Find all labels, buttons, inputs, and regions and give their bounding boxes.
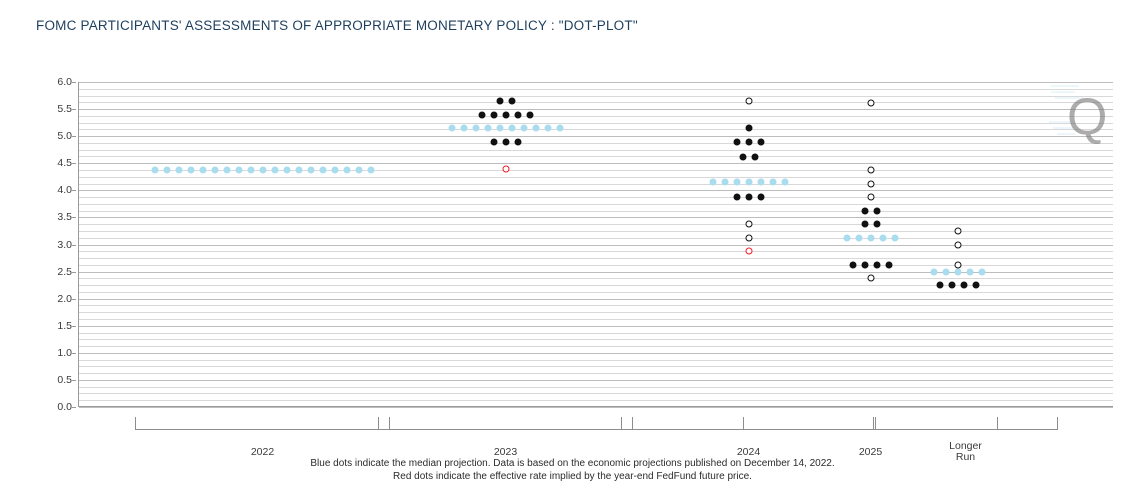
dot-marker — [710, 179, 717, 186]
gridline-minor — [79, 319, 1113, 320]
gridline-minor — [79, 373, 1113, 374]
gridline-minor — [79, 258, 1113, 259]
dot-marker — [497, 125, 504, 132]
dot-marker — [344, 167, 351, 174]
gridline-minor — [79, 333, 1113, 334]
gridline-minor — [79, 339, 1113, 340]
y-axis-tickmark — [72, 245, 76, 246]
dot-marker — [746, 193, 753, 200]
dot-marker — [746, 138, 753, 145]
watermark-q-logo — [1049, 78, 1117, 148]
y-axis-tickmark — [72, 82, 76, 83]
gridline-major — [79, 380, 1113, 381]
dot-marker — [479, 111, 486, 118]
gridline-minor — [79, 224, 1113, 225]
y-axis-tick-label: 4.0 — [57, 184, 72, 197]
x-axis-group-label: 2024 — [736, 446, 761, 458]
dot-marker — [874, 207, 881, 214]
dot-marker — [734, 138, 741, 145]
dot-marker — [527, 111, 534, 118]
dot-marker — [461, 125, 468, 132]
dot-marker — [515, 138, 522, 145]
gridline-minor — [79, 211, 1113, 212]
gridline-major — [79, 163, 1113, 164]
x-axis-group-bracket — [873, 417, 1058, 430]
page-title: FOMC PARTICIPANTS' ASSESSMENTS OF APPROPRIATE MONETARY POLICY : "DOT-PLOT" — [36, 18, 638, 33]
dot-marker — [979, 268, 986, 275]
y-axis-tickmark — [72, 380, 76, 381]
dot-marker — [473, 125, 480, 132]
y-axis-tick-label: 5.5 — [57, 103, 72, 116]
y-axis-tick-label: 0.0 — [57, 401, 72, 413]
dot-marker — [491, 138, 498, 145]
y-axis-tick-label: 3.0 — [57, 238, 72, 251]
x-axis-group-label: Longer Run — [873, 441, 1058, 463]
dot-marker — [746, 125, 753, 132]
dot-marker — [272, 167, 279, 174]
gridline-minor — [79, 150, 1113, 151]
dot-marker — [862, 220, 869, 227]
dot-marker — [758, 138, 765, 145]
gridline-major — [79, 407, 1113, 408]
dot-marker — [937, 282, 944, 289]
dot-marker — [368, 167, 375, 174]
dot-marker — [874, 220, 881, 227]
dot-marker — [955, 268, 962, 275]
gridline-minor — [79, 123, 1113, 124]
dot-marker — [491, 111, 498, 118]
gridline-major — [79, 217, 1113, 218]
gridline-minor — [79, 346, 1113, 347]
dot-marker — [284, 167, 291, 174]
dot-marker — [188, 167, 195, 174]
gridline-minor — [79, 292, 1113, 293]
gridline-minor — [79, 156, 1113, 157]
dot-marker — [176, 167, 183, 174]
dot-marker — [955, 241, 962, 248]
dot-marker — [164, 167, 171, 174]
y-axis-tick-label: 5.0 — [57, 130, 72, 143]
dot-marker — [503, 138, 510, 145]
dot-marker — [746, 97, 753, 104]
x-axis-group-bracket — [378, 417, 633, 430]
dot-marker — [943, 268, 950, 275]
gridline-minor — [79, 177, 1113, 178]
y-axis-tickmark — [72, 272, 76, 273]
dot-marker — [734, 193, 741, 200]
gridline-minor — [79, 96, 1113, 97]
y-axis-tickmark — [72, 326, 76, 327]
dot-marker — [545, 125, 552, 132]
y-axis-labels — [36, 76, 72, 413]
gridline-minor — [79, 238, 1113, 239]
dot-marker — [868, 166, 875, 173]
gridline-major — [79, 326, 1113, 327]
footnote-red: Red dots indicate the effective rate implied by the year-end FedFund future price. — [393, 471, 752, 482]
dot-marker — [782, 179, 789, 186]
gridline-minor — [79, 312, 1113, 313]
y-axis-tick-label: 1.0 — [57, 346, 72, 359]
y-axis-tickmark — [72, 407, 76, 408]
gridline-major — [79, 136, 1113, 137]
dot-marker — [557, 125, 564, 132]
dot-marker — [770, 179, 777, 186]
y-axis-tickmark — [72, 190, 76, 191]
dot-marker — [497, 97, 504, 104]
dot-marker — [880, 235, 887, 242]
dot-marker — [260, 167, 267, 174]
gridline-minor — [79, 170, 1113, 171]
dot-marker — [746, 179, 753, 186]
gridline-minor — [79, 116, 1113, 117]
dot-marker — [152, 167, 159, 174]
dot-marker — [308, 167, 315, 174]
y-axis-tickmark — [72, 163, 76, 164]
y-axis-tick-label: 1.5 — [57, 319, 72, 332]
gridline-major — [79, 190, 1113, 191]
dot-marker — [485, 125, 492, 132]
x-axis-group-label-line2: Run — [955, 451, 976, 463]
gridline-minor — [79, 360, 1113, 361]
y-axis-tick-label: 6.0 — [57, 76, 72, 88]
dot-marker — [752, 153, 759, 160]
dot-marker — [533, 125, 540, 132]
dot-marker — [509, 97, 516, 104]
x-axis-group-label: 2025 — [858, 446, 883, 458]
y-axis-tickmark — [72, 299, 76, 300]
gridline-minor — [79, 102, 1113, 103]
y-axis-tick-label: 3.5 — [57, 211, 72, 224]
dot-marker — [856, 235, 863, 242]
dot-marker — [973, 282, 980, 289]
dot-marker — [868, 180, 875, 187]
dot-marker — [332, 167, 339, 174]
y-axis-tickmark — [72, 109, 76, 110]
dot-marker — [758, 193, 765, 200]
gridline-minor — [79, 305, 1113, 306]
dot-marker — [740, 153, 747, 160]
x-axis-group-label: 2022 — [250, 446, 275, 458]
dot-marker — [515, 111, 522, 118]
dot-marker — [746, 220, 753, 227]
dot-marker — [862, 207, 869, 214]
gridline-minor — [79, 204, 1113, 205]
gridline-minor — [79, 285, 1113, 286]
y-axis-tick-label: 2.5 — [57, 265, 72, 278]
dot-marker — [296, 167, 303, 174]
dot-marker — [967, 268, 974, 275]
dot-marker — [212, 167, 219, 174]
gridline-minor — [79, 366, 1113, 367]
dot-marker — [746, 248, 753, 255]
dot-marker — [521, 125, 528, 132]
gridline-major — [79, 109, 1113, 110]
gridline-minor — [79, 387, 1113, 388]
dot-marker — [509, 125, 516, 132]
dot-marker — [868, 275, 875, 282]
dot-marker — [449, 125, 456, 132]
gridline-minor — [79, 251, 1113, 252]
y-axis-tickmark — [72, 217, 76, 218]
y-axis-tick-label: 4.5 — [57, 157, 72, 170]
dot-marker — [931, 268, 938, 275]
dot-marker — [734, 179, 741, 186]
y-axis-tickmark — [72, 136, 76, 137]
dot-marker — [224, 167, 231, 174]
dot-marker — [961, 282, 968, 289]
plot-area — [78, 82, 1113, 407]
gridline-minor — [79, 278, 1113, 279]
gridline-major — [79, 82, 1113, 83]
dot-marker — [955, 227, 962, 234]
x-axis-group-label: 2023 — [493, 446, 518, 458]
dot-marker — [844, 235, 851, 242]
dot-marker — [722, 179, 729, 186]
dot-marker — [868, 235, 875, 242]
dot-marker — [868, 193, 875, 200]
dot-marker — [758, 179, 765, 186]
gridline-minor — [79, 184, 1113, 185]
dot-marker — [850, 262, 857, 269]
dot-marker — [868, 99, 875, 106]
gridline-minor — [79, 129, 1113, 130]
gridline-minor — [79, 400, 1113, 401]
gridline-major — [79, 353, 1113, 354]
dot-marker — [746, 235, 753, 242]
dot-marker — [503, 165, 510, 172]
y-axis-tick-label: 0.5 — [57, 373, 72, 386]
gridline-minor — [79, 89, 1113, 90]
x-axis-group-bracket — [135, 417, 390, 430]
footnote-median: Blue dots indicate the median projection. Data is based on the economic projections published on December 14, 2022. — [310, 458, 835, 469]
dot-marker — [874, 262, 881, 269]
dot-marker — [236, 167, 243, 174]
dot-marker — [356, 167, 363, 174]
y-axis-tickmark — [72, 353, 76, 354]
y-axis-tick-label: 2.0 — [57, 292, 72, 305]
dot-marker — [886, 262, 893, 269]
gridline-minor — [79, 393, 1113, 394]
dot-marker — [892, 235, 899, 242]
dot-marker — [862, 262, 869, 269]
dot-marker — [949, 282, 956, 289]
dot-marker — [320, 167, 327, 174]
dot-marker — [503, 111, 510, 118]
svg-text:Q: Q — [1067, 88, 1108, 146]
dot-marker — [248, 167, 255, 174]
gridline-major — [79, 299, 1113, 300]
dot-marker — [200, 167, 207, 174]
gridline-minor — [79, 143, 1113, 144]
gridline-minor — [79, 197, 1113, 198]
